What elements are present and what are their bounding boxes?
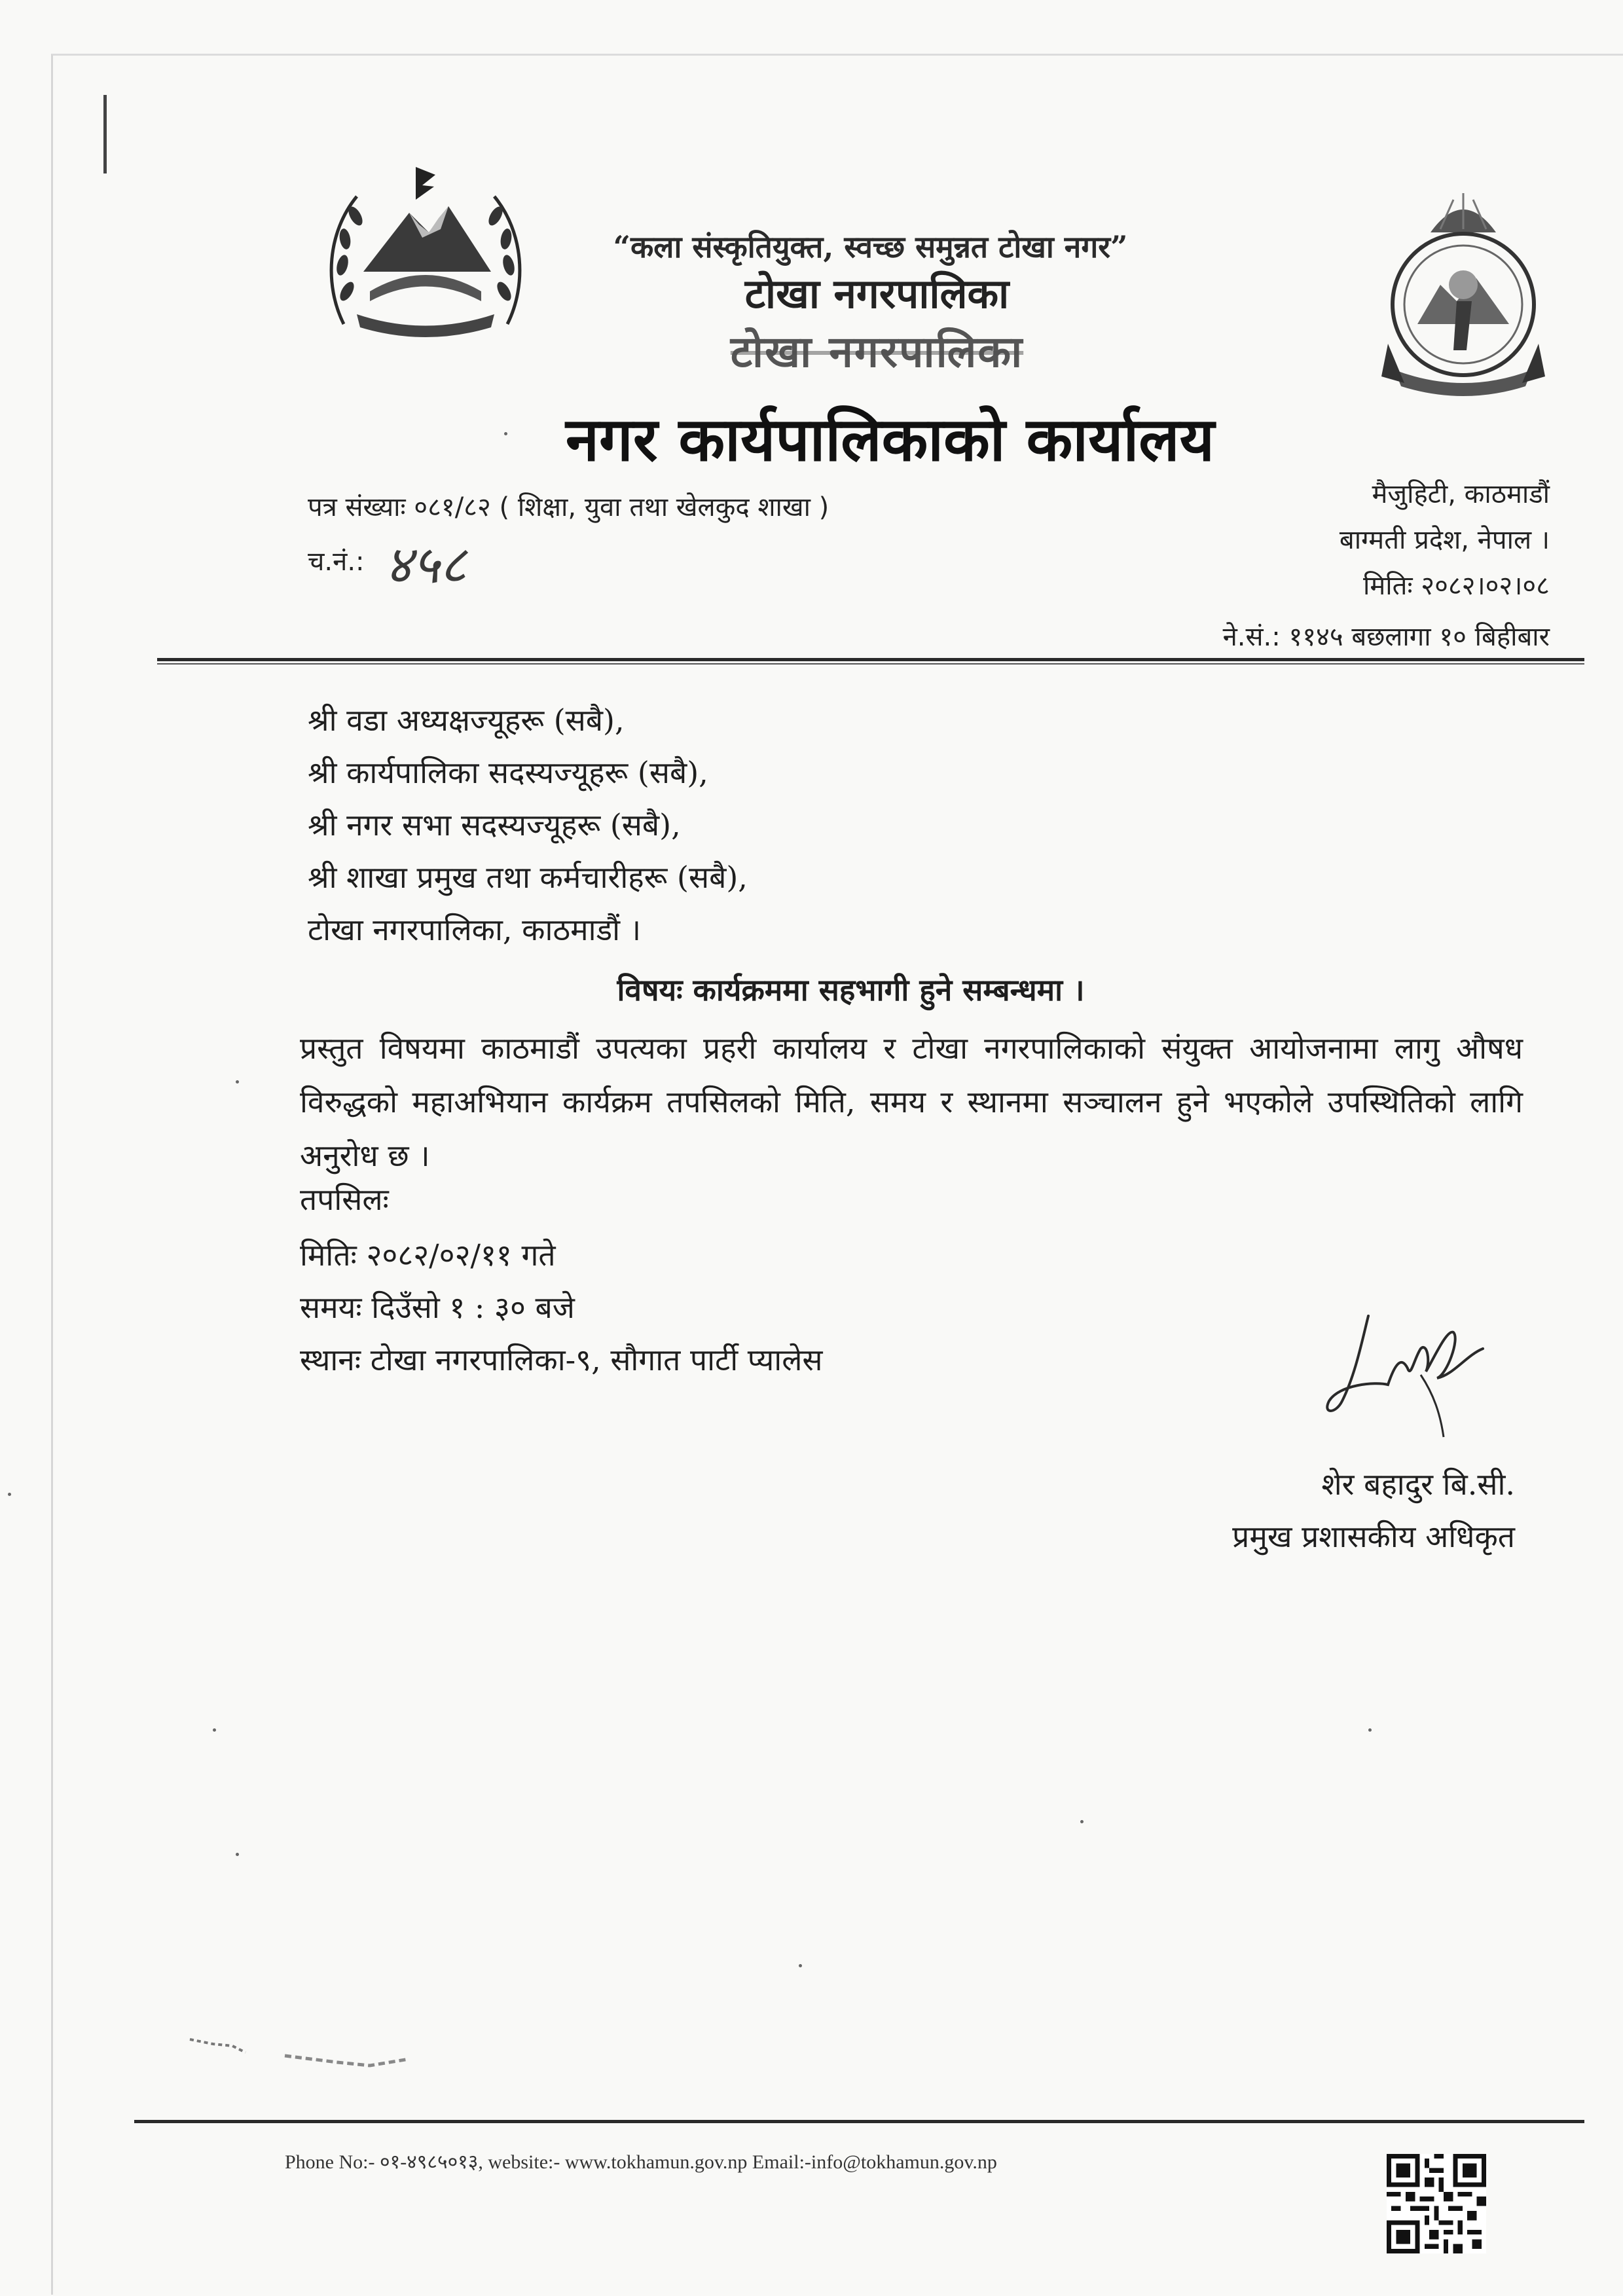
recipient-line: श्री कार्यपालिका सदस्यज्यूहरू (सबै), — [308, 755, 708, 790]
qr-code-icon — [1387, 2154, 1486, 2253]
details-heading: तपसिलः — [300, 1182, 389, 1217]
municipality-motto: “कला संस्कृतियुक्त, स्वच्छ समुन्नत टोखा नगर” — [613, 229, 1128, 264]
event-time: समयः दिउँसो १ : ३० बजे — [300, 1290, 575, 1325]
dispatch-number-handwritten: ४५८ — [385, 534, 467, 595]
event-date: मितिः २०८२/०२/११ गते — [300, 1237, 556, 1273]
letter-date: मितिः २०८२।०२।०८ — [1363, 571, 1550, 601]
footer-contact: Phone No:- ०१-४९८५०१३, website:- www.tokhamun.gov.np Email:-info@tokhamun.gov.np — [285, 2151, 997, 2173]
signature — [1316, 1303, 1486, 1447]
office-title: नगर कार्यपालिकाको कार्यालय — [565, 404, 1215, 475]
municipality-name-stamp: टोखा नगरपालिका — [730, 326, 1024, 377]
recipient-line: श्री नगर सभा सदस्यज्यूहरू (सबै), — [308, 807, 681, 843]
letter-subject: विषयः कार्यक्रममा सहभागी हुने सम्बन्धमा । — [617, 972, 1085, 1008]
signatory-name: शेर बहादुर बि.सी. — [1321, 1467, 1515, 1502]
margin-mark — [103, 95, 107, 173]
recipient-line: श्री शाखा प्रमुख तथा कर्मचारीहरू (सबै), — [308, 860, 748, 895]
nepal-sambat-date: ने.सं.: ११४५ बछलागा १० बिहीबार — [1222, 622, 1550, 652]
recipient-line: श्री वडा अध्यक्षज्यूहरू (सबै), — [308, 702, 625, 738]
letter-reference-number: पत्र संख्याः ०८१/८२ ( शिक्षा, युवा तथा खेलकुद शाखा ) — [308, 492, 830, 522]
header-divider — [157, 658, 1584, 661]
dispatch-number-label: च.नं.: — [308, 547, 365, 577]
municipality-name: टोखा नगरपालिका — [744, 270, 1010, 318]
office-address-line1: मैजुहिटी, काठमाडौं — [1372, 479, 1550, 509]
recipient-line: टोखा नगरपालिका, काठमाडौं । — [308, 912, 642, 947]
event-venue: स्थानः टोखा नगरपालिका-९, सौगात पार्टी प्यालेस — [300, 1342, 823, 1377]
scan-smudge — [187, 2030, 422, 2075]
office-address-line2: बाग्मती प्रदेश, नेपाल । — [1339, 525, 1550, 555]
footer-divider — [134, 2120, 1584, 2123]
header-divider-thin — [157, 663, 1584, 665]
signatory-title: प्रमुख प्रशासकीय अधिकृत — [1232, 1519, 1515, 1554]
letter-body: प्रस्तुत विषयमा काठमाडौं उपत्यका प्रहरी कार्यालय र टोखा नगरपालिकाको संयुक्त आयोजनामा लागु औषध विरुद्धको महाअभियान कार्यक्रम तपसिलको मिति, समय र स्थानमा सञ्चालन हुने भएकोले उपस्थितिको लागि अनुरोध छ । — [300, 1030, 1523, 1173]
